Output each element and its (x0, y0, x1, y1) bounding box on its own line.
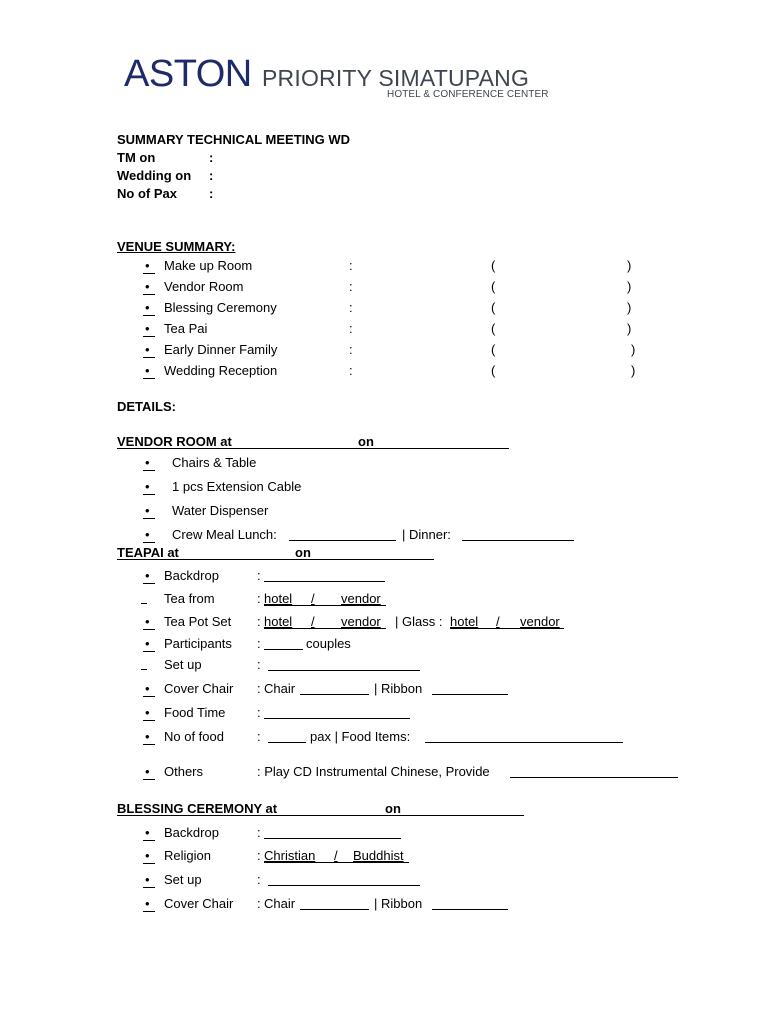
teapai-setup-label: Set up (164, 657, 202, 672)
blessing-setup-label: Set up (164, 872, 202, 887)
bullet-icon: • (145, 279, 150, 294)
wedding-on-colon: : (209, 168, 214, 183)
tea-from-label: Tea from (164, 591, 215, 606)
dinner-blank (462, 540, 574, 541)
venue-item-label: Make up Room (164, 258, 253, 273)
bullet-icon: • (145, 503, 150, 518)
teapai-cover-chair-label: Cover Chair (164, 681, 234, 696)
tea-from-option-hotel: hotel (264, 591, 293, 606)
logo-main-text: ASTON (124, 53, 252, 95)
bullet-icon: • (145, 363, 150, 378)
dash-marker (141, 603, 147, 604)
food-time-label: Food Time (164, 705, 226, 720)
tea-from-slash: / (311, 591, 315, 606)
vendor-item: Water Dispenser (172, 503, 269, 518)
blessing-ribbon-blank (432, 909, 508, 910)
no-of-pax-label: No of Pax (117, 186, 177, 201)
dash-marker (141, 669, 147, 670)
lunch-blank (289, 540, 396, 541)
teapai-setup-colon: : (257, 657, 261, 672)
teapai-backdrop-blank (264, 581, 385, 582)
blessing-setup-colon: : (257, 872, 261, 887)
venue-item-colon: : (349, 363, 353, 378)
others-text: : Play CD Instrumental Chinese, Provide (257, 764, 490, 779)
venue-item-open-paren: ( (491, 258, 496, 273)
bullet-icon: • (145, 300, 150, 315)
religion-label: Religion (164, 848, 211, 863)
venue-item-close-paren: ) (627, 258, 632, 273)
religion-option-christian: Christian (264, 848, 316, 863)
venue-item-open-paren: ( (491, 300, 496, 315)
bullet-icon: • (145, 896, 150, 911)
blessing-backdrop-label: Backdrop (164, 825, 219, 840)
venue-item-label: Blessing Ceremony (164, 300, 277, 315)
bullet-icon: • (145, 527, 150, 542)
venue-item-close-paren: ) (627, 321, 632, 336)
venue-summary-heading: VENUE SUMMARY: (117, 239, 236, 254)
bullet-icon: • (145, 258, 150, 273)
no-of-food-colon: : (257, 729, 261, 744)
venue-item-open-paren: ( (491, 279, 496, 294)
bullet-icon: • (145, 568, 150, 583)
religion-underline (264, 862, 409, 863)
venue-item-open-paren: ( (491, 363, 496, 378)
bullet-icon: • (145, 321, 150, 336)
vendor-item: 1 pcs Extension Cable (172, 479, 302, 494)
venue-item-close-paren: ) (631, 342, 636, 357)
venue-item-open-paren: ( (491, 342, 496, 357)
food-time-colon: : (257, 705, 261, 720)
wedding-on-label: Wedding on (117, 168, 192, 183)
religion-slash: / (334, 848, 338, 863)
tea-pot-option-hotel: hotel (264, 614, 293, 629)
bullet-icon: • (145, 872, 150, 887)
venue-item-label: Wedding Reception (164, 363, 278, 378)
venue-item-colon: : (349, 300, 353, 315)
others-blank (510, 777, 678, 778)
glass-label: | Glass : (395, 614, 443, 629)
crew-meal-dinner-label: | Dinner: (402, 527, 451, 542)
venue-item-close-paren: ) (631, 363, 636, 378)
blessing-on: on (385, 801, 401, 816)
participants-blank (264, 649, 303, 650)
blessing-setup-blank (268, 885, 420, 886)
tm-on-label: TM on (117, 150, 156, 165)
blessing-chair-blank (300, 909, 369, 910)
teapai-setup-blank (268, 670, 420, 671)
venue-item-colon: : (349, 321, 353, 336)
logo-sub-text: PRIORITY SIMATUPANG (262, 65, 530, 91)
bullet-icon: • (145, 636, 150, 651)
religion-option-buddhist: Buddhist (353, 848, 404, 863)
glass-option-hotel: hotel (450, 614, 479, 629)
blessing-cover-chair-label: Cover Chair (164, 896, 234, 911)
participants-label: Participants (164, 636, 232, 651)
hotel-logo (124, 54, 564, 104)
glass-option-vendor: vendor (520, 614, 560, 629)
blessing-heading: BLESSING CEREMONY at (117, 801, 278, 816)
vendor-room-on: on (358, 434, 374, 449)
blessing-backdrop-colon: : (257, 825, 261, 840)
tea-pot-colon: : (257, 614, 261, 629)
others-label: Others (164, 764, 204, 779)
bullet-icon: • (145, 705, 150, 720)
venue-item-label: Early Dinner Family (164, 342, 278, 357)
bullet-icon: • (145, 342, 150, 357)
bullet-icon: • (145, 681, 150, 696)
vendor-item: Chairs & Table (172, 455, 257, 470)
blessing-chair-label: Chair (264, 896, 296, 911)
venue-item-colon: : (349, 279, 353, 294)
bullet-icon: • (145, 455, 150, 470)
venue-item-open-paren: ( (491, 321, 496, 336)
tm-on-colon: : (209, 150, 214, 165)
no-of-food-label: No of food (164, 729, 224, 744)
bullet-icon: • (145, 848, 150, 863)
teapai-ribbon-blank (432, 694, 508, 695)
venue-item-colon: : (349, 258, 353, 273)
tea-from-option-vendor: vendor (341, 591, 381, 606)
teapai-on: on (295, 545, 311, 560)
bullet-icon: • (145, 479, 150, 494)
tea-from-colon: : (257, 591, 261, 606)
religion-colon: : (257, 848, 261, 863)
blessing-cover-chair-colon: : (257, 896, 261, 911)
venue-item-label: Vendor Room (164, 279, 244, 294)
no-of-pax-colon: : (209, 186, 214, 201)
food-items-label: pax | Food Items: (310, 729, 411, 744)
teapai-chair-label: Chair (264, 681, 296, 696)
tea-from-underline (264, 605, 386, 606)
blessing-backdrop-blank (264, 838, 401, 839)
document-title: SUMMARY TECHNICAL MEETING WD (117, 132, 351, 147)
food-time-blank (264, 718, 410, 719)
teapai-cover-chair-colon: : (257, 681, 261, 696)
venue-item-close-paren: ) (627, 300, 632, 315)
teapai-underline (117, 559, 434, 560)
bullet-icon: • (145, 825, 150, 840)
glass-slash: / (496, 614, 500, 629)
bullet-icon: • (145, 764, 150, 779)
tea-pot-underline (264, 628, 386, 629)
vendor-room-heading: VENDOR ROOM at (117, 434, 232, 449)
teapai-chair-blank (300, 694, 369, 695)
logo-tagline: HOTEL & CONFERENCE CENTER (387, 89, 549, 100)
teapai-backdrop-label: Backdrop (164, 568, 219, 583)
bullet-icon: • (145, 614, 150, 629)
venue-item-colon: : (349, 342, 353, 357)
crew-meal-lunch-label: Crew Meal Lunch: (172, 527, 277, 542)
tea-pot-label: Tea Pot Set (164, 614, 232, 629)
teapai-backdrop-colon: : (257, 568, 261, 583)
tea-pot-slash: / (311, 614, 315, 629)
glass-underline (450, 628, 564, 629)
blessing-underline (117, 815, 524, 816)
tea-pot-option-vendor: vendor (341, 614, 381, 629)
participants-suffix: couples (306, 636, 351, 651)
venue-item-close-paren: ) (627, 279, 632, 294)
bullet-icon: • (145, 729, 150, 744)
participants-colon: : (257, 636, 261, 651)
teapai-ribbon-label: | Ribbon (374, 681, 423, 696)
food-items-blank (425, 742, 623, 743)
blessing-ribbon-label: | Ribbon (374, 896, 423, 911)
vendor-room-underline (117, 448, 509, 449)
details-heading: DETAILS: (117, 399, 176, 414)
teapai-heading: TEAPAI at (117, 545, 179, 560)
venue-item-label: Tea Pai (164, 321, 208, 336)
no-of-food-blank (268, 742, 306, 743)
